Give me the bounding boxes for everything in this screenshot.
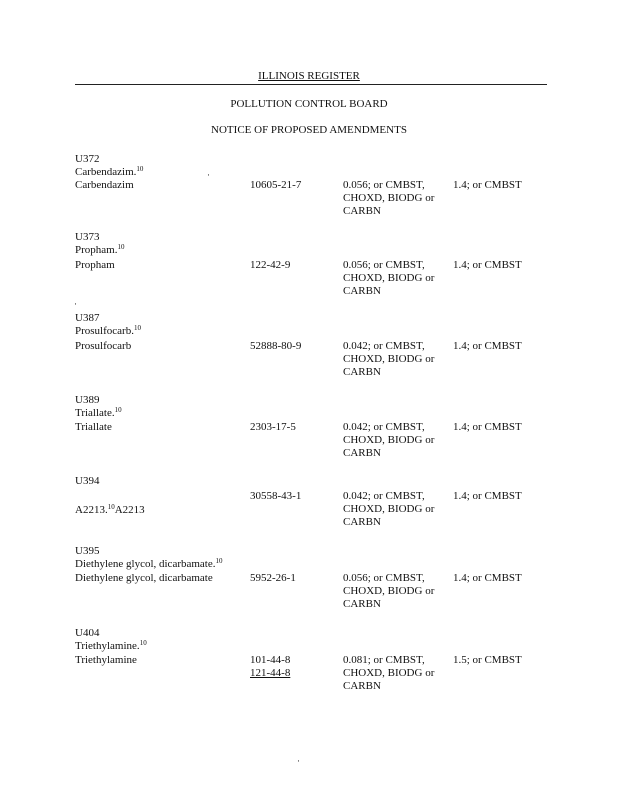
wastewater-standard: 0.056; or CMBST, CHOXD, BIODG or CARBN: [343, 572, 435, 610]
constituent-label: Diethylene glycol, dicarbamate.$^{10}$: [75, 557, 223, 570]
nonwastewater-standard: 1.4; or CMBST: [453, 259, 522, 271]
wastewater-standard: 0.081; or CMBST, CHOXD, BIODG or CARBN: [343, 654, 435, 692]
scan-speck: ·: [297, 756, 300, 766]
scan-speck: ·: [207, 170, 210, 180]
constituent-label: Prosulfocarb.$^{10}$: [75, 324, 141, 337]
nonwastewater-standard: 1.4; or CMBST: [453, 421, 522, 433]
wastewater-standard: 0.042; or CMBST, CHOXD, BIODG or CARBN: [343, 421, 435, 459]
cas-number-inserted: 121-44-8: [250, 667, 291, 679]
waste-code: U389: [75, 394, 100, 406]
nonwastewater-standard: 1.4; or CMBST: [453, 179, 522, 191]
waste-code: U387: [75, 312, 100, 324]
cas-number: 30558-43-1: [250, 490, 302, 502]
cas-number: 2303-17-5: [250, 421, 296, 433]
constituent-name: Propham: [75, 259, 115, 271]
waste-code: U394: [75, 475, 100, 487]
constituent-label: Propham.$^{10}$: [75, 243, 125, 256]
constituent-name: Prosulfocarb: [75, 340, 132, 352]
constituent-label: Carbendazim.$^{10}$: [75, 165, 144, 178]
constituent-name: Triethylamine: [75, 654, 137, 666]
notice-title: NOTICE OF PROPOSED AMENDMENTS: [211, 124, 407, 136]
cas-number: 5952-26-1: [250, 572, 296, 584]
cas-number: [250, 654, 290, 680]
register-title: ILLINOIS REGISTER: [258, 70, 360, 82]
cas-number: 10605-21-7: [250, 179, 302, 191]
cas-number-deleted: 101-44-8: [250, 654, 291, 666]
scan-speck: ·: [74, 299, 77, 309]
cas-number: 52888-80-9: [250, 340, 302, 352]
wastewater-standard: 0.042; or CMBST, CHOXD, BIODG or CARBN: [343, 490, 435, 528]
constituent-label: Triallate.$^{10}$: [75, 406, 122, 419]
cas-number: 122-42-9: [250, 259, 291, 271]
wastewater-standard: 0.056; or CMBST, CHOXD, BIODG or CARBN: [343, 179, 435, 217]
waste-code: U395: [75, 545, 100, 557]
waste-code: U373: [75, 231, 100, 243]
constituent-name: Diethylene glycol, dicarbamate: [75, 572, 213, 584]
constituent-name: Carbendazim: [75, 179, 134, 191]
waste-code: U404: [75, 627, 100, 639]
nonwastewater-standard: 1.4; or CMBST: [453, 490, 522, 502]
nonwastewater-standard: 1.4; or CMBST: [453, 572, 522, 584]
constituent-label: A2213.10A2213: [75, 503, 145, 516]
nonwastewater-standard: 1.5; or CMBST: [453, 654, 522, 666]
nonwastewater-standard: 1.4; or CMBST: [453, 340, 522, 352]
constituent-name: Triallate: [75, 421, 112, 433]
wastewater-standard: 0.042; or CMBST, CHOXD, BIODG or CARBN: [343, 340, 435, 378]
header-rule: [75, 84, 547, 85]
board-title: POLLUTION CONTROL BOARD: [230, 98, 388, 110]
wastewater-standard: 0.056; or CMBST, CHOXD, BIODG or CARBN: [343, 259, 435, 297]
waste-code: U372: [75, 153, 100, 165]
constituent-label: Triethylamine.$^{10}$: [75, 639, 147, 652]
